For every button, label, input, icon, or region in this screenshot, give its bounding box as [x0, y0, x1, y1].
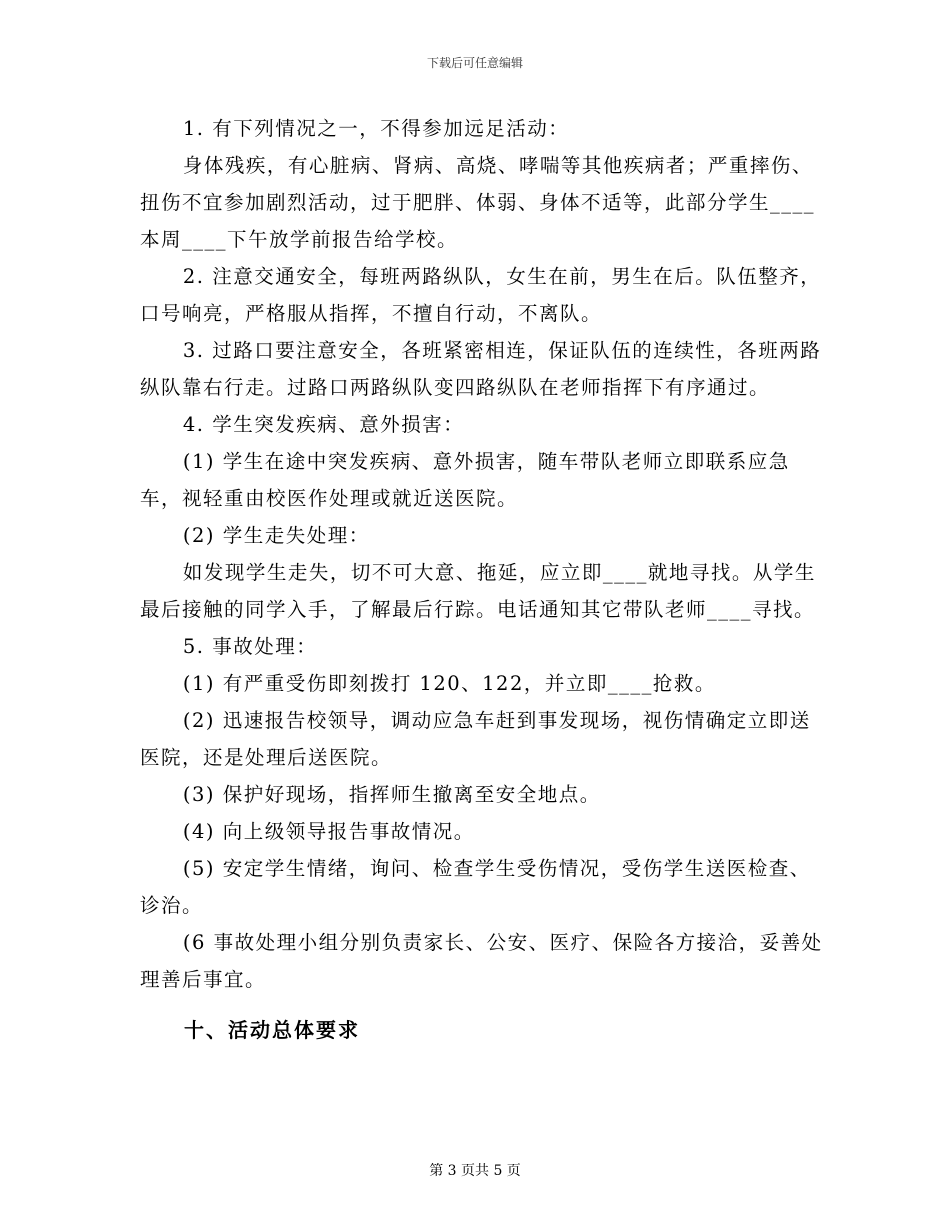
page-header: 下载后可任意编辑: [426, 56, 523, 70]
paragraph-emergency-call: (1) 有严重受伤即刻拨打 120、122，并立即____抢救。: [182, 672, 716, 695]
paragraph-sudden-illness: (1) 学生在途中突发疾病、意外损害，随车带队老师立即联系应急车，视轻重由校医作处理或就近送医院。: [140, 450, 790, 510]
paragraph-protect-scene: (3) 保护好现场，指挥师生撤离至安全地点。: [182, 783, 601, 806]
paragraph-report-leaders: (2) 迅速报告校领导，调动应急车赶到事发现场，视伤情确定立即送医院，还是处理后送医院。: [140, 709, 811, 769]
paragraph-crossing-safety: 3. 过路口要注意安全，各班紧密相连，保证队伍的连续性，各班两路纵队靠右行走。过路口两路纵队变四路纵队在老师指挥下有序通过。: [140, 339, 822, 399]
section-heading: 十、活动总体要求: [184, 1018, 360, 1042]
paragraph-calm-students: (5) 安定学生情绪，询问、检查学生受伤情况，受伤学生送医检查、诊治。: [140, 857, 811, 917]
paragraph-aftermath: (6 事故处理小组分别负责家长、公安、医疗、保险各方接洽，妥善处理善后事宜。: [140, 931, 823, 991]
paragraph-item-5-title: 5. 事故处理：: [182, 635, 318, 658]
paragraph-lost-student-title: (2) 学生走失处理：: [182, 524, 370, 547]
paragraph-traffic-safety: 2. 注意交通安全，每班两路纵队，女生在前，男生在后。队伍整齐，口号响亮，严格服从指挥，不擅自行动，不离队。: [140, 265, 822, 325]
paragraph-disease-list: 身体残疾，有心脏病、肾病、高烧、哮喘等其他疾病者；严重摔伤、扭伤不宜参加剧烈活动，过于肥胖、体弱、身体不适等，此部分学生____本周____下午放学前报告给学校。: [140, 154, 816, 251]
paragraph-report-superiors: (4) 向上级领导报告事故情况。: [182, 820, 475, 843]
paragraph-item-4-title: 4. 学生突发疾病、意外损害：: [182, 413, 465, 436]
document-body: [140, 110, 830, 1050]
page-footer: 第 3 页共 5 页: [429, 1163, 521, 1179]
paragraph-item-1-title: 1. 有下列情况之一，不得参加远足活动：: [182, 117, 570, 140]
paragraph-lost-student-procedure: 如发现学生走失，切不可大意、拖延，应立即____就地寻找。从学生最后接触的同学入手，了解最后行踪。电话通知其它带队老师____寻找。: [140, 561, 816, 621]
